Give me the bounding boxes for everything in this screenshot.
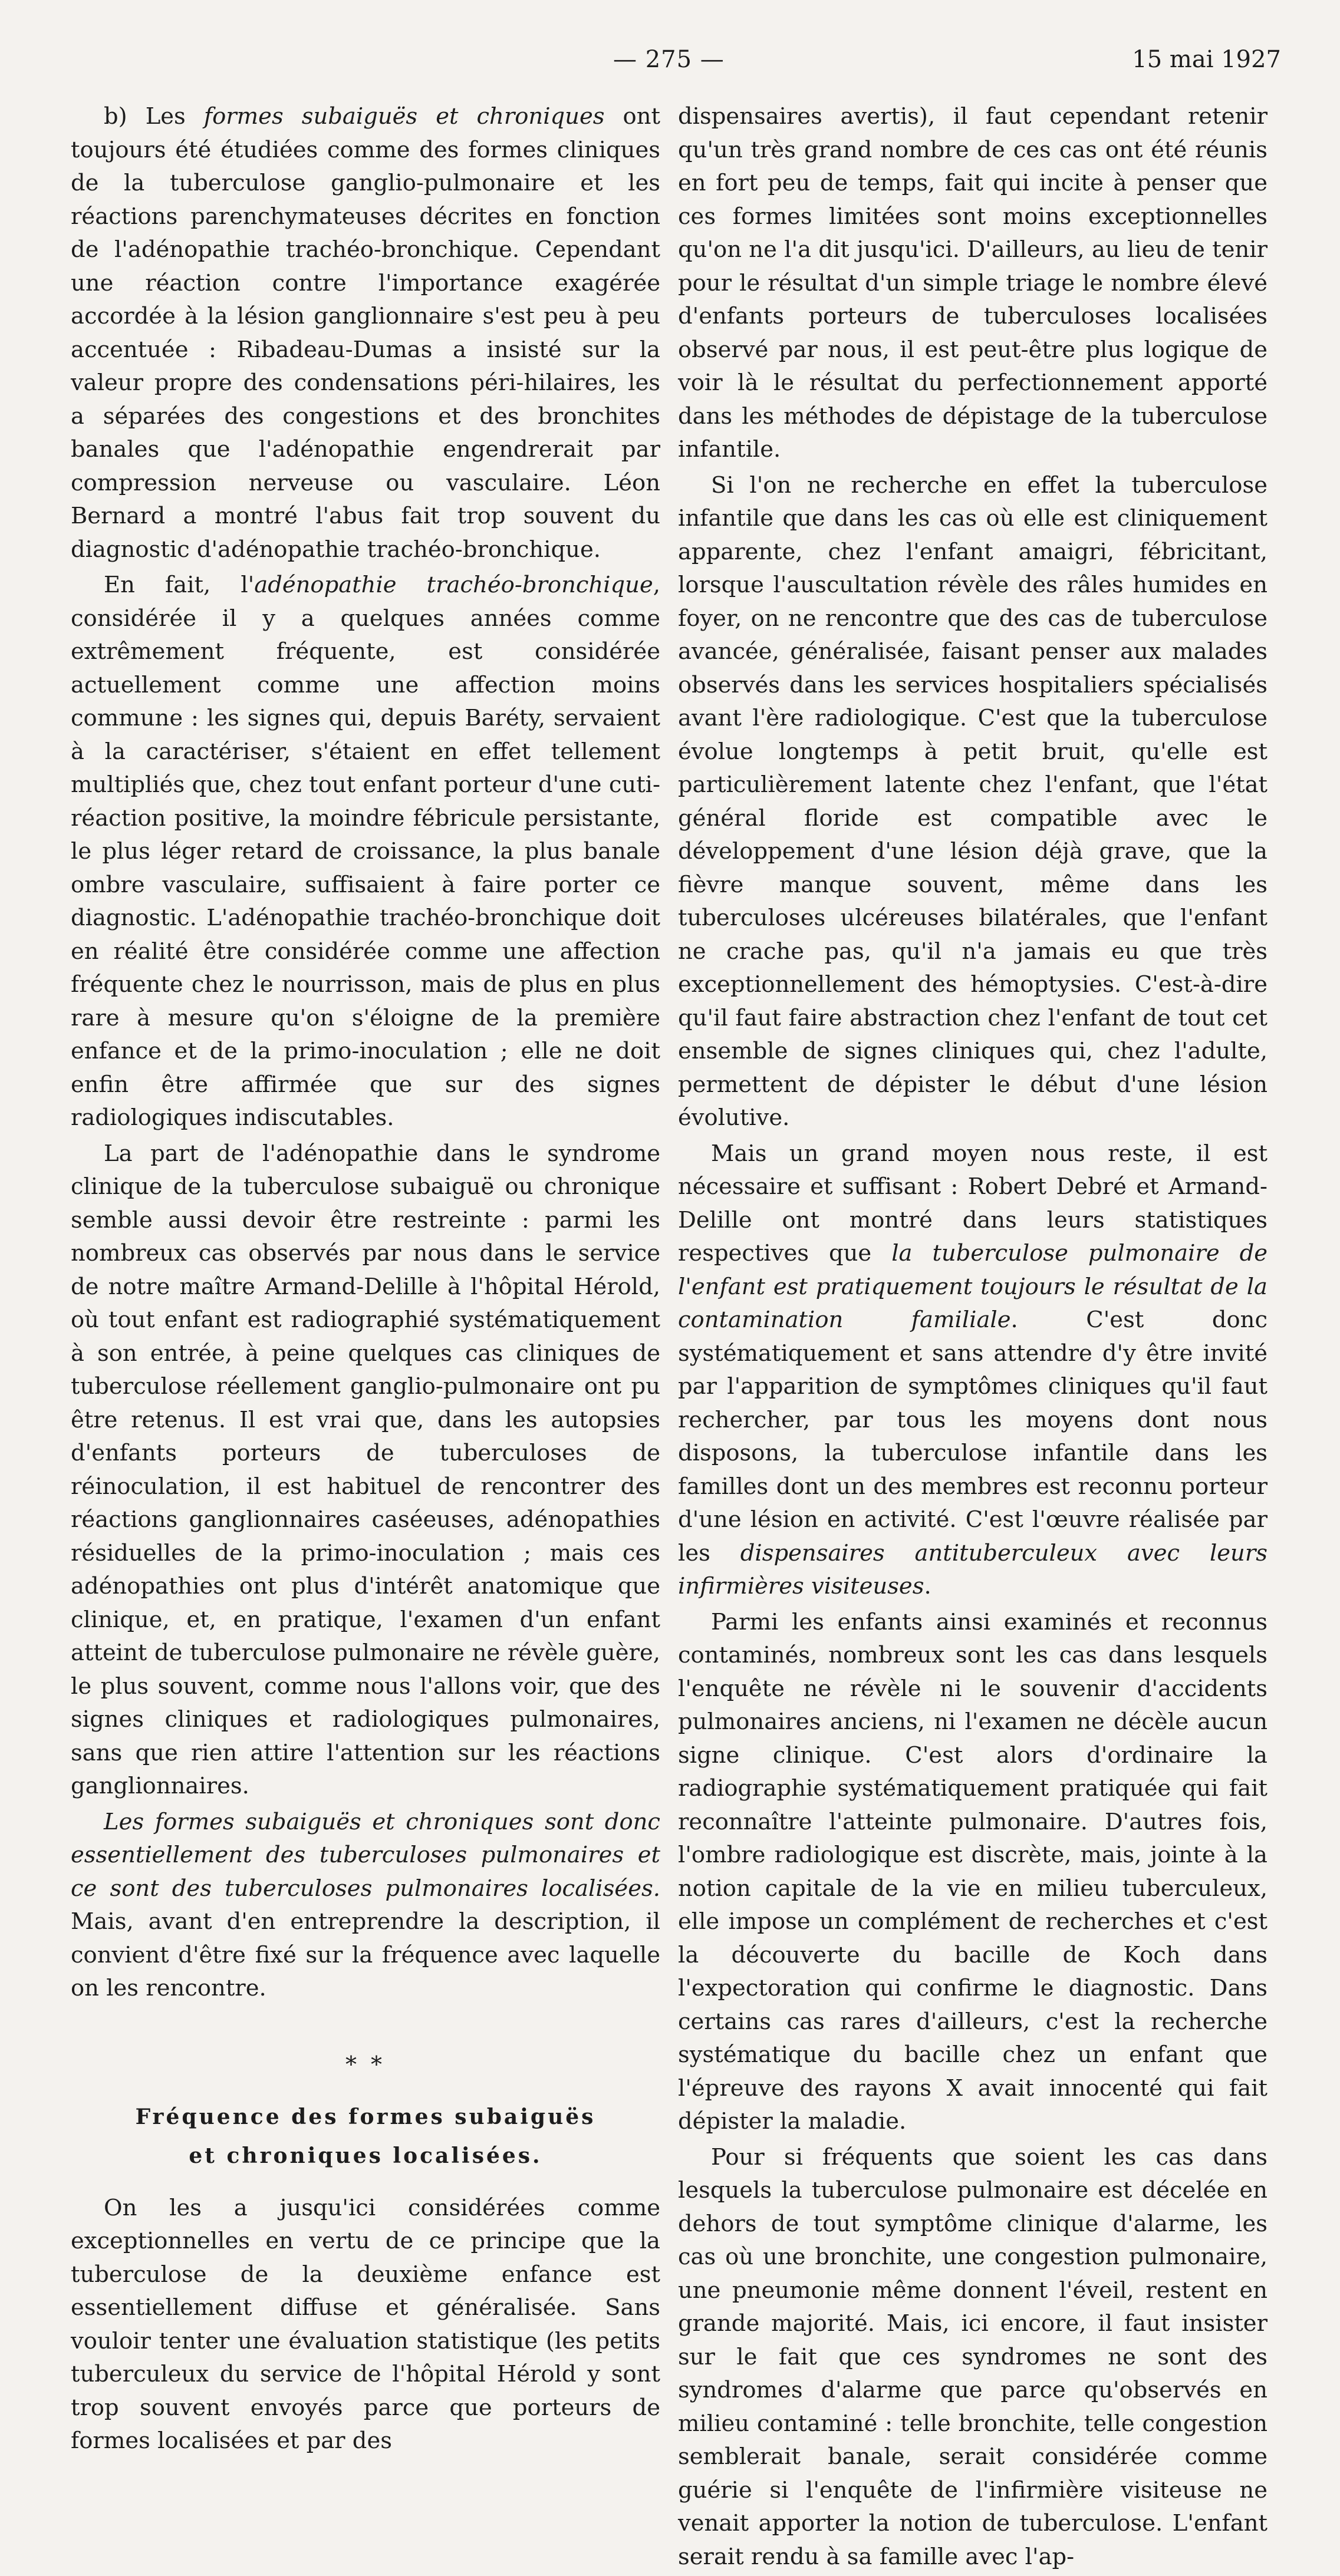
paragraph — [678, 1137, 1267, 1604]
right-column — [678, 100, 1267, 2576]
paragraph: On les a jusqu'ici considérées comme exceptionnelles en vertu de ce principe que la tuberculose de la deuxième enfance est essentiellement diffuse et généralisée. Sans vouloir tenter une évaluation statistique (les petits tuberculeux du service de l'hôpital Hérold y sont trop souvent envoyés parce que porteurs de formes localisées et par des — [71, 2194, 660, 2454]
italic-run: la tuberculose pulmonaire de l'enfant est pratiquement toujours le résultat de la contamination familiale — [678, 1240, 1268, 1333]
text-run: Mais, avant d'en entreprendre la description, il convient d'être fixé sur la fréquence avec laquelle on les rencontre. — [71, 1908, 660, 2001]
text-run: . — [924, 1573, 931, 1599]
paragraph: Si l'on ne recherche en effet la tuberculose infantile que dans les cas où elle est cliniquement apparente, chez l'enfant amaigri, fébricitant, lorsque l'auscultation révèle des râles humides en foyer, on ne rencontre que des cas de tuberculose avancée, généralisée, faisant penser aux malades observés dans les services hospitaliers spécialisés avant l'ère radiologique. C'est que la tuberculose évolue longtemps à petit bruit, qu'elle est particulièrement latente chez l'enfant, que l'état général floride est compatible avec le développement d'une lésion déjà grave, que la fièvre manque souvent, même dans les tuberculoses ulcéreuses bilatérales, que l'enfant ne crache pas, qu'il n'a jamais eu que très exceptionnellement des hémoptysies. C'est-à-dire qu'il faut faire abstraction chez l'enfant de tout cet ensemble de signes cliniques qui, chez l'adulte, permettent de dépister le début d'une lésion évolutive. — [678, 471, 1267, 1131]
italic-run: Les formes subaiguës et chroniques sont donc essentiellement des tuberculoses pulmonaires et ce sont des tuberculoses pulmonaires localisées. — [71, 1808, 660, 1902]
paragraph: Pour si fréquents que soient les cas dans lesquels la tuberculose pulmonaire est décelée en dehors de tout symptôme clinique d'alarme, les cas où une bronchite, une congestion pulmonaire, une pneumonie même donnent l'éveil, restent en grande majorité. Mais, ici encore, il faut insister sur le fait que ces syndromes ne sont des syndromes d'alarme que parce qu'observés en milieu contaminé : telle bronchite, telle congestion semblerait banale, serait considérée comme guérie si l'enquête de l'infirmière visiteuse ne venait apporter la notion de tuberculose. L'enfant serait rendu à sa famille avec l'ap- — [678, 2143, 1267, 2570]
paragraph: dispensaires avertis), il faut cependant retenir qu'un très grand nombre de ces cas ont été réunis en fort peu de temps, fait qui incite à penser que ces formes limitées sont moins exceptionnelles qu'on ne l'a dit jusqu'ici. D'ailleurs, au lieu de tenir pour le résultat d'un simple triage le nombre élevé d'enfants porteurs de tuberculoses localisées observé par nous, il est peut-être plus logique de voir là le résultat du perfectionnement apporté dans les méthodes de dépistage de la tuberculose infantile. — [678, 103, 1267, 463]
left-column — [71, 100, 660, 2460]
italic-run: formes subaiguës et chroniques — [203, 103, 605, 130]
text-run: Mais un grand moyen nous reste, il est nécessaire et suffisant : Robert Debré et Armand-Delille ont montré dans leurs statistiques respectives que — [678, 1140, 1267, 1266]
text-run: ont toujours été étudiées comme des formes cliniques de la tuberculose ganglio-pulmonaire et les réactions parenchymateuses décrites en fonction de l'adénopathie trachéo-bronchique. Cependant une réaction contre l'importance exagérée accordée à la lésion ganglionnaire s'est peu à peu accentuée : Ribadeau-Dumas a insisté sur la valeur propre des condensations péri-hilaires, les a séparées des congestions et des bronchites banales que l'adénopathie engendrerait par compression nerveuse ou vasculaire. Léon Bernard a montré l'abus fait trop souvent du diagnostic d'adénopathie trachéo-bronchique. — [71, 103, 661, 563]
text-run: En fait, l' — [104, 572, 255, 598]
heading-line: Fréquence des formes subaiguës — [135, 2104, 596, 2129]
heading-line: et chroniques localisées. — [189, 2143, 542, 2168]
paragraph — [71, 100, 660, 566]
paragraph: La part de l'adénopathie dans le syndrome clinique de la tuberculose subaiguë ou chronique semble aussi devoir être restreinte : parmi les nombreux cas observés par nous dans le service de notre maître Armand-Delille à l'hôpital Hérold, où tout enfant est radiographié systématiquement à son entrée, à peine quelques cas cliniques de tuberculose réellement ganglio-pulmonaire ont pu être retenus. Il est vrai que, dans les autopsies d'enfants porteurs de tuberculoses de réinoculation, il est habituel de rencontrer des réactions ganglionnaires caséeuses, adénopathies résiduelles de la primo-inoculation ; mais ces adénopathies ont plus d'intérêt anatomique que clinique, et, en pratique, l'examen d'un enfant atteint de tuberculose pulmonaire ne révèle guère, le plus souvent, comme nous l'allons voir, que des signes cliniques et radiologiques pulmonaires, sans que rien attire l'attention sur les réactions ganglionnaires. — [71, 1140, 660, 1799]
text-run: b) Les — [104, 103, 204, 130]
paragraph: Parmi les enfants ainsi examinés et reconnus contaminés, nombreux sont les cas dans lesquels l'enquête ne révèle ni le souvenir d'accidents pulmonaires anciens, ni l'examen ne décèle aucun signe clinique. C'est alors d'ordinaire la radiographie systématiquement pratiquée qui fait reconnaître l'atteinte pulmonaire. D'autres fois, l'ombre radiologique est discrète, mais, jointe à la notion capitale de la vie en milieu tuberculeux, elle impose un complément de recherches et c'est la découverte du bacille de Koch dans l'expectoration qui confirme le diagnostic. Dans certains cas rares d'ailleurs, c'est la recherche systématique du bacille chez un enfant que l'épreuve des rayons X avait innocenté qui fait dépister la maladie. — [678, 1608, 1267, 2135]
page-number: — 275 — — [613, 46, 725, 73]
paragraph — [71, 569, 660, 1135]
page-header — [0, 46, 1340, 81]
text-run: . C'est donc systématiquement et sans attendre d'y être invité par l'apparition de symptômes cliniques qu'il faut rechercher, par tous les moyens dont nous disposons, la tuberculose infantile dans les familles dont un des membres est reconnu porteur d'une lésion en activité. C'est l'œuvre réalisée par les — [678, 1307, 1268, 1566]
text-run: , considérée il y a quelques années comme extrêmement fréquente, est considérée actuellement comme une affection moins commune : les signes qui, depuis Baréty, servaient à la caractériser, s'étaient en effet tellement multipliés que, chez tout enfant porteur d'une cuti-réaction positive, la moindre fébricule persistante, le plus léger retard de croissance, la plus banale ombre vasculaire, suffisaient à faire porter ce diagnostic. L'adénopathie trachéo-bronchique doit en réalité être considérée comme une affection fréquente chez le nourrisson, mais de plus en plus rare à mesure qu'on s'éloigne de la première enfance et de la primo-inoculation ; elle ne doit enfin être affirmée que sur des signes radiologiques indiscutables. — [71, 572, 661, 1131]
paragraph — [71, 1806, 660, 2006]
italic-run: dispensaires antituberculeux avec leurs infirmières visiteuses — [678, 1539, 1268, 1599]
italic-run: adénopathie trachéo-bronchique — [254, 572, 653, 598]
section-heading — [71, 2097, 660, 2175]
issue-date: 15 mai 1927 — [1132, 46, 1281, 73]
section-separator: * * — [345, 2051, 386, 2077]
